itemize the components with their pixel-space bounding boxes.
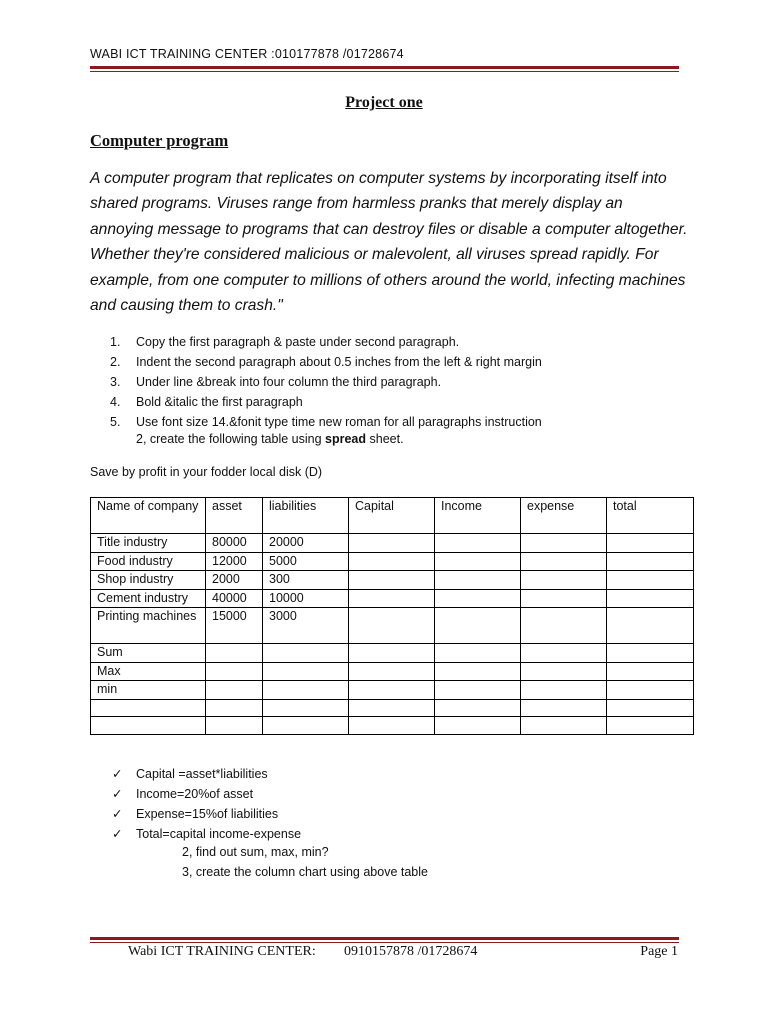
table-cell	[206, 662, 263, 681]
table-cell: 3000	[263, 608, 349, 644]
table-cell: Max	[91, 662, 206, 681]
checkmark-icon: ✓	[112, 767, 123, 781]
table-row	[91, 644, 694, 663]
instruction-text: Copy the first paragraph & paste under second paragraph.	[136, 335, 460, 349]
instruction-text: Indent the second paragraph about 0.5 inches from the left & right margin	[136, 355, 542, 370]
table-cell	[607, 571, 694, 590]
section-heading: Computer program	[90, 131, 229, 150]
table-cell	[521, 644, 607, 663]
table-cell: Cement industry	[91, 589, 206, 608]
checkmark-icon: ✓	[112, 827, 123, 841]
instruction-item	[110, 332, 542, 352]
table-cell	[435, 552, 521, 571]
table-header-cell: Capital	[349, 498, 435, 534]
table-cell	[607, 552, 694, 571]
table-cell: Food industry	[91, 552, 206, 571]
table-row	[91, 681, 694, 700]
table-cell	[435, 699, 521, 717]
table-cell	[435, 681, 521, 700]
table-row	[91, 571, 694, 590]
table-cell	[349, 571, 435, 590]
table-cell	[349, 699, 435, 717]
table-cell	[263, 717, 349, 735]
table-header-cell: expense	[521, 498, 607, 534]
table-cell	[349, 608, 435, 644]
table-cell: 15000	[206, 608, 263, 644]
page-number: Page 1	[640, 944, 678, 959]
checkmark-icon: ✓	[112, 787, 123, 801]
continuation-bold-word: spread	[325, 432, 367, 446]
table-cell	[607, 589, 694, 608]
table-cell	[607, 717, 694, 735]
table-cell	[435, 608, 521, 644]
formula-item	[112, 764, 301, 784]
table-cell	[521, 699, 607, 717]
table-cell: Title industry	[91, 534, 206, 553]
continuation-text-end: sheet.	[366, 432, 404, 446]
table-cell	[521, 589, 607, 608]
table-cell: 10000	[263, 589, 349, 608]
instruction-list	[110, 332, 542, 432]
instruction-item	[110, 352, 542, 372]
footer-rule	[90, 937, 679, 943]
table-cell	[607, 681, 694, 700]
table-cell	[263, 662, 349, 681]
page-header: WABI ICT TRAINING CENTER :010177878 /01728674	[90, 47, 404, 61]
footer-phone: 0910157878 /01728674	[344, 944, 478, 959]
table-cell	[521, 552, 607, 571]
formula-text: Income=20%of asset	[136, 787, 254, 801]
table-cell	[263, 699, 349, 717]
formula-list	[112, 764, 301, 844]
table-cell	[263, 644, 349, 663]
instruction-number: 1.	[110, 335, 121, 349]
instruction-text: Under line &break into four column the third paragraph.	[136, 375, 442, 390]
instruction-number: 3.	[110, 375, 121, 390]
instruction-item	[110, 372, 542, 392]
task-find-sum: 2, find out sum, max, min?	[182, 845, 329, 859]
table-cell	[349, 644, 435, 663]
table-cell: Sum	[91, 644, 206, 663]
formula-text: Capital =asset*liabilities	[136, 767, 268, 781]
table-cell	[206, 644, 263, 663]
table-cell	[607, 644, 694, 663]
table-cell: Printing machines	[91, 608, 206, 644]
header-rule	[90, 66, 679, 72]
table-cell: 20000	[263, 534, 349, 553]
formula-item	[112, 804, 301, 824]
table-cell	[206, 681, 263, 700]
table-header-cell: liabilities	[263, 498, 349, 534]
footer-center-name: Wabi ICT TRAINING CENTER:	[128, 944, 316, 959]
table-cell	[521, 608, 607, 644]
checkmark-icon: ✓	[112, 807, 123, 821]
task-column-chart: 3, create the column chart using above table	[182, 865, 428, 879]
table-cell: min	[91, 681, 206, 700]
table-row	[91, 589, 694, 608]
formula-text: Total=capital income-expense	[136, 827, 302, 841]
formula-item	[112, 784, 301, 804]
instruction-number: 2.	[110, 355, 121, 370]
table-header-cell: total	[607, 498, 694, 534]
table-cell	[349, 589, 435, 608]
formula-item	[112, 824, 301, 844]
table-cell	[521, 534, 607, 553]
table-cell: 80000	[206, 534, 263, 553]
table-cell: 5000	[263, 552, 349, 571]
table-row	[91, 608, 694, 644]
table-row	[91, 662, 694, 681]
table-cell	[349, 552, 435, 571]
table-cell	[206, 699, 263, 717]
body-paragraph: A computer program that replicates on computer systems by incorporating itself into shared programs. Viruses range from harmless pranks that merely display an annoying message to programs that can destroy files or disable a computer altogether. Whether they're considered malicious or malevolent, all viruses spread rapidly. For example, from one computer to millions of others around the world, infecting machines and causing them to crash."	[90, 170, 688, 315]
formula-text: Expense=15%of liabilities	[136, 807, 279, 821]
table-cell	[349, 534, 435, 553]
table-cell	[91, 717, 206, 735]
table-cell	[435, 662, 521, 681]
table-cell: 2000	[206, 571, 263, 590]
table-cell: Shop industry	[91, 571, 206, 590]
table-cell	[206, 717, 263, 735]
table-cell	[521, 717, 607, 735]
table-header-cell: Income	[435, 498, 521, 534]
table-row	[91, 552, 694, 571]
table-cell	[435, 534, 521, 553]
instruction-item	[110, 392, 542, 412]
table-cell	[607, 699, 694, 717]
table-cell	[349, 681, 435, 700]
table-cell	[263, 681, 349, 700]
table-cell	[607, 534, 694, 553]
table-cell	[435, 717, 521, 735]
table-header-cell: Name of company	[91, 498, 206, 534]
table-cell: 12000	[206, 552, 263, 571]
instruction-item	[110, 412, 542, 432]
instruction-text: Bold &italic the first paragraph	[136, 395, 303, 410]
table-header-cell: asset	[206, 498, 263, 534]
table-cell	[435, 571, 521, 590]
instruction-number: 4.	[110, 395, 121, 410]
table-cell	[435, 589, 521, 608]
table-cell	[607, 662, 694, 681]
table-cell	[435, 644, 521, 663]
document-title: Project one	[345, 94, 423, 111]
table-cell	[607, 608, 694, 644]
table-cell	[349, 717, 435, 735]
table-row	[91, 699, 694, 717]
instruction-text: Use font size 14.&fonit type time new roman for all paragraphs instruction	[136, 415, 542, 430]
instruction-number: 5.	[110, 415, 121, 430]
save-instruction: Save by profit in your fodder local disk (D)	[90, 465, 323, 479]
table-cell: 40000	[206, 589, 263, 608]
table-header-row	[91, 498, 694, 534]
instruction-continuation	[136, 432, 404, 446]
table-cell	[91, 699, 206, 717]
table-cell	[521, 571, 607, 590]
table-cell: 300	[263, 571, 349, 590]
table-cell	[521, 681, 607, 700]
continuation-text: 2, create the following table using	[136, 432, 326, 446]
company-table	[90, 497, 694, 735]
table-cell	[521, 662, 607, 681]
table-cell	[349, 662, 435, 681]
table-row	[91, 717, 694, 735]
table-row	[91, 534, 694, 553]
